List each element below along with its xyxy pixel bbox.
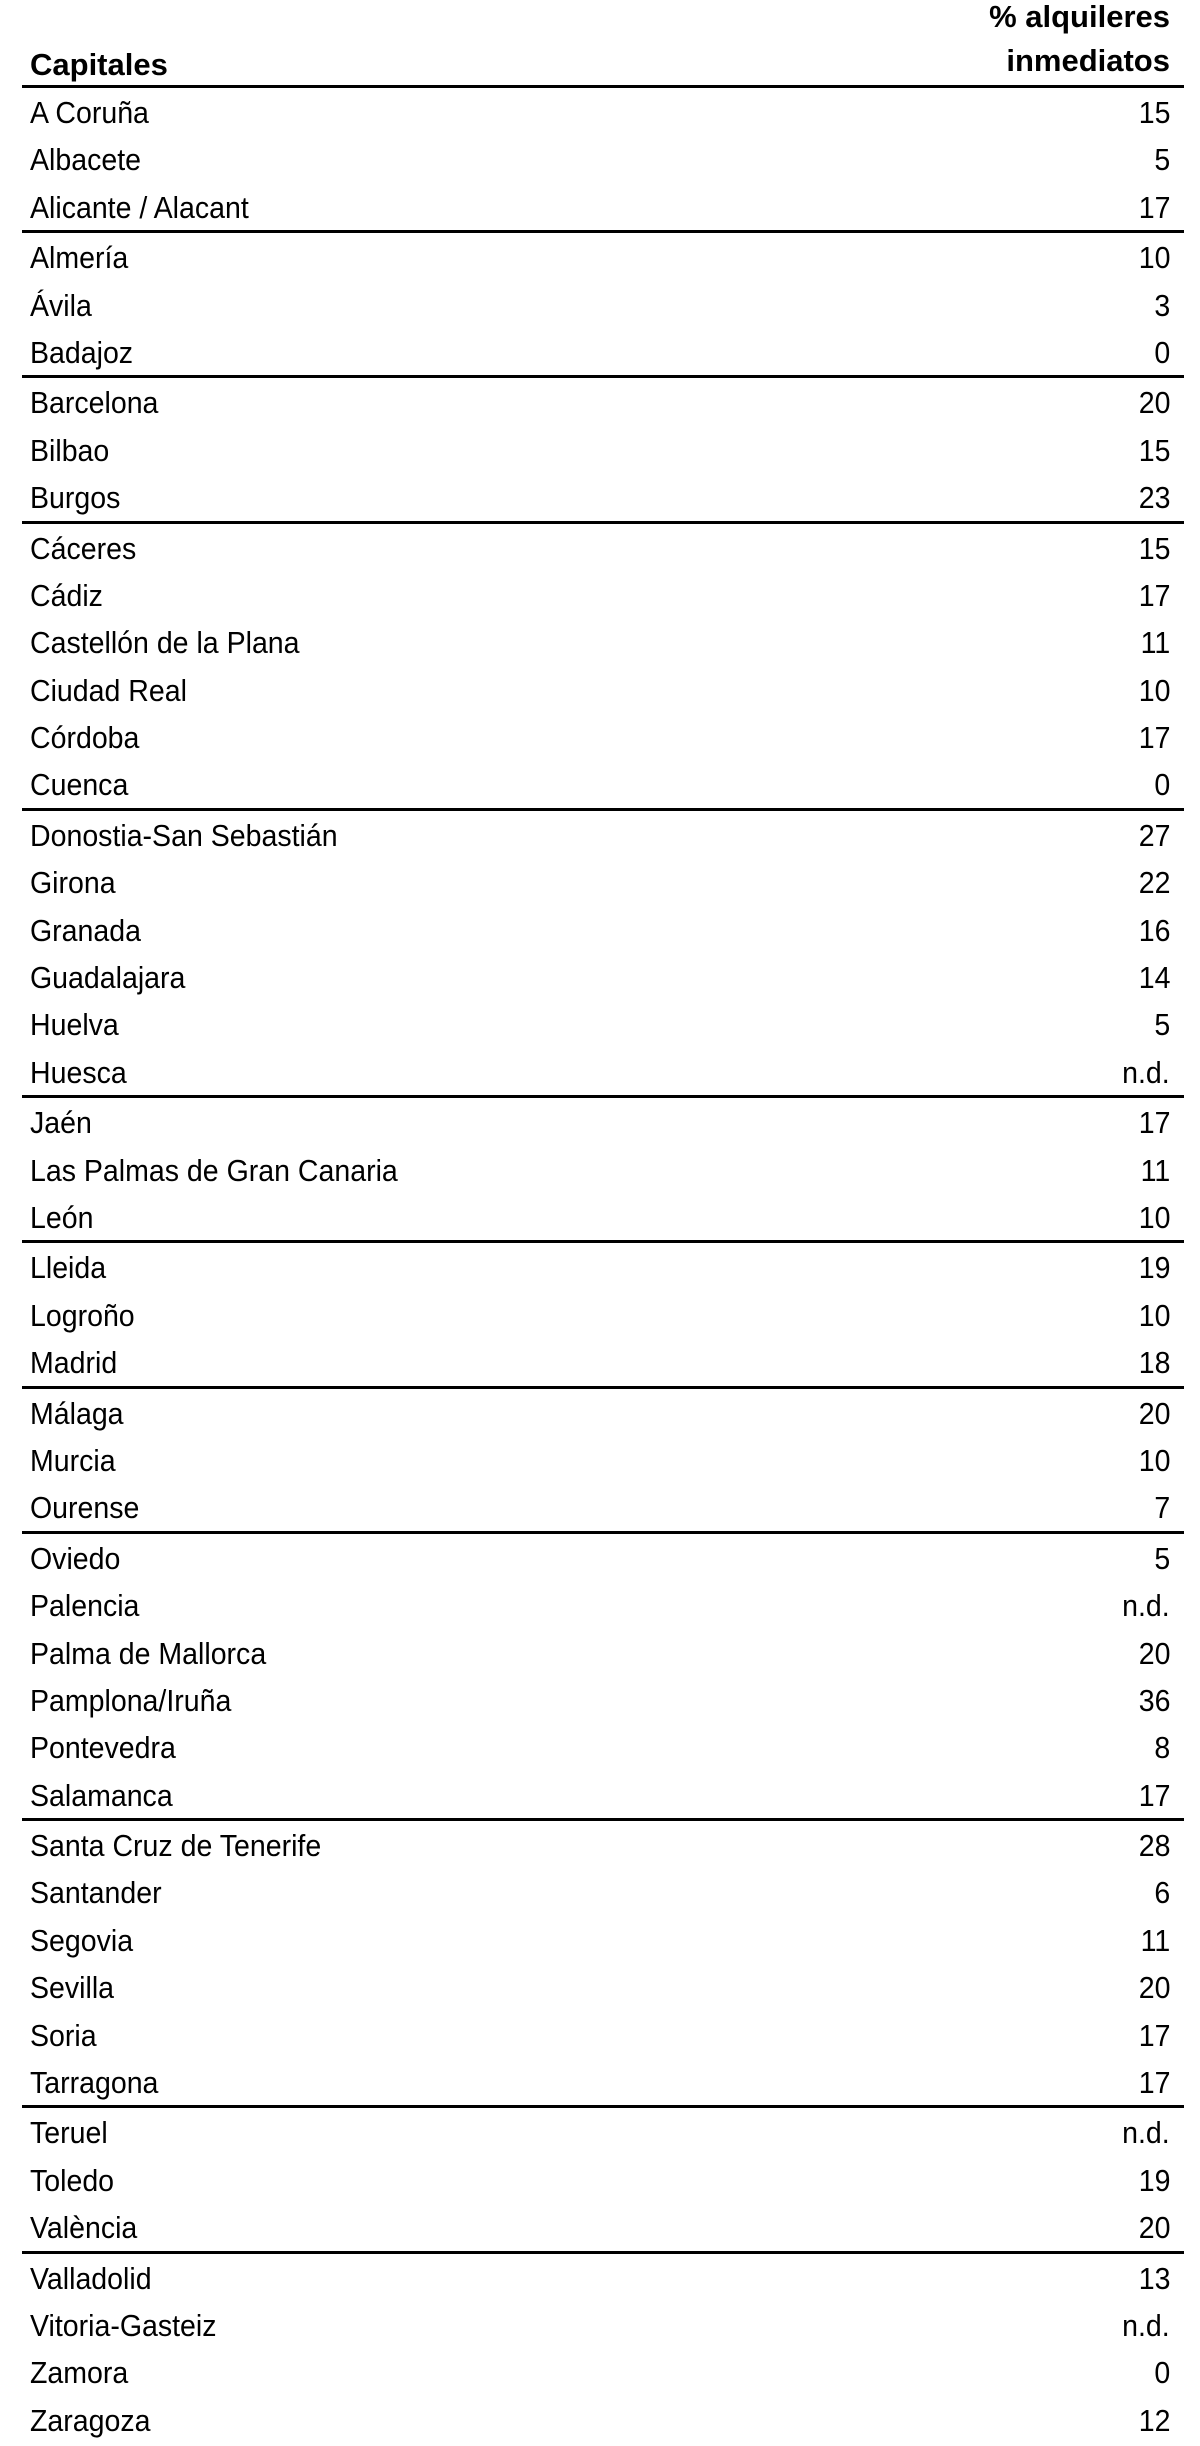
rental-percent: 17 [1138, 189, 1170, 225]
table-row [22, 906, 1184, 953]
city-name: Bilbao [30, 432, 110, 468]
city-name: Barcelona [30, 385, 159, 421]
rental-percent: 15 [1138, 95, 1170, 130]
rental-percent: 17 [1138, 2017, 1170, 2053]
city-name: Donostia-San Sebastián [30, 817, 338, 853]
row-group [22, 2254, 1184, 2444]
city-name: Las Palmas de Gran Canaria [30, 1152, 398, 1188]
table-row [22, 2203, 1184, 2250]
table-row [22, 713, 1184, 760]
rental-percent: n.d. [1122, 1588, 1170, 1624]
table-row [22, 426, 1184, 473]
city-name: Oviedo [30, 1540, 121, 1576]
city-name: València [30, 2210, 138, 2246]
rental-percent: 13 [1138, 2260, 1170, 2296]
rental-percent: 11 [1140, 625, 1170, 661]
table-row [22, 1098, 1184, 1145]
table-row [22, 1483, 1184, 1530]
row-group [22, 1243, 1184, 1388]
city-name: Ávila [30, 287, 92, 323]
city-name: Vitoria-Gasteiz [30, 2307, 217, 2343]
row-group [22, 1534, 1184, 1821]
rental-percent: 10 [1138, 240, 1170, 276]
city-name: Toledo [30, 2162, 115, 2198]
row-group [22, 1821, 1184, 2108]
rental-percent: 15 [1138, 432, 1170, 468]
table-row [22, 666, 1184, 713]
rental-percent: 20 [1138, 385, 1170, 421]
table-row [22, 328, 1184, 375]
city-name: Palma de Mallorca [30, 1635, 267, 1671]
city-name: Sevilla [30, 1970, 115, 2006]
table-row [22, 1146, 1184, 1193]
table-row [22, 953, 1184, 1000]
table-row [22, 1436, 1184, 1483]
table-row [22, 2156, 1184, 2203]
rental-percent: 14 [1138, 960, 1170, 996]
rental-percent: 0 [1154, 767, 1170, 803]
city-name: Madrid [30, 1345, 118, 1381]
table-row [22, 378, 1184, 425]
city-name: Segovia [30, 1922, 134, 1958]
city-name: Albacete [30, 142, 141, 178]
city-name: Ciudad Real [30, 672, 187, 708]
table-row [22, 858, 1184, 905]
rental-percent: 10 [1138, 1297, 1170, 1333]
table-row [22, 1771, 1184, 1818]
table-row [22, 524, 1184, 571]
rental-percent: 17 [1138, 1105, 1170, 1141]
city-name: Cáceres [30, 530, 137, 566]
rental-percent: n.d. [1122, 2115, 1170, 2151]
rental-percent: n.d. [1122, 1054, 1170, 1090]
rental-percent: 20 [1138, 1635, 1170, 1671]
rental-percent: 0 [1154, 334, 1170, 370]
row-group [22, 2108, 1184, 2253]
rental-percent: 17 [1138, 720, 1170, 756]
city-name: Salamanca [30, 1777, 173, 1813]
rental-percent: 3 [1154, 287, 1170, 323]
city-name: Santa Cruz de Tenerife [30, 1828, 322, 1864]
city-name: Córdoba [30, 720, 140, 756]
city-name: Palencia [30, 1588, 140, 1624]
table-row [22, 760, 1184, 807]
rental-percent: 36 [1138, 1682, 1170, 1718]
city-name: Santander [30, 1875, 162, 1911]
rental-percent: 17 [1138, 1777, 1170, 1813]
table-row [22, 135, 1184, 182]
rental-percent: 11 [1140, 1152, 1170, 1188]
city-name: Almería [30, 240, 129, 276]
city-name: Jaén [30, 1105, 92, 1141]
rental-percent: 23 [1138, 480, 1170, 516]
table-row [22, 1868, 1184, 1915]
rental-percent: 6 [1154, 1875, 1170, 1911]
table-row [22, 618, 1184, 665]
rental-percent: 15 [1138, 530, 1170, 566]
city-name: Tarragona [30, 2065, 159, 2101]
header-percent [989, 0, 1170, 83]
table-row [22, 1723, 1184, 1770]
table-row [22, 1916, 1184, 1963]
table-row [22, 1193, 1184, 1240]
rental-percent: 10 [1138, 672, 1170, 708]
rental-table [22, 0, 1184, 2443]
city-name: Guadalajara [30, 960, 186, 996]
city-name: Valladolid [30, 2260, 152, 2296]
city-name: Cuenca [30, 767, 129, 803]
table-row [22, 233, 1184, 280]
table-row [22, 2058, 1184, 2105]
city-name: Girona [30, 865, 116, 901]
header-percent-line1: % alquileres [989, 0, 1170, 34]
city-name: Logroño [30, 1297, 135, 1333]
city-name: Burgos [30, 480, 121, 516]
table-row [22, 1676, 1184, 1723]
city-name: Zamora [30, 2355, 129, 2391]
rental-percent: 10 [1138, 1199, 1170, 1235]
table-row [22, 1963, 1184, 2010]
table-row [22, 1629, 1184, 1676]
rental-percent: 19 [1138, 1250, 1170, 1286]
city-name: Murcia [30, 1442, 116, 1478]
rental-percent: 5 [1154, 1007, 1170, 1043]
table-row [22, 1581, 1184, 1628]
row-group [22, 378, 1184, 523]
table-row [22, 1243, 1184, 1290]
header-capitales: Capitales [30, 47, 168, 82]
table-row [22, 2301, 1184, 2348]
rental-percent: 17 [1138, 2065, 1170, 2101]
table-header [22, 0, 1184, 88]
city-name: Zaragoza [30, 2402, 151, 2438]
rental-percent: 10 [1138, 1442, 1170, 1478]
table-row [22, 1389, 1184, 1436]
rental-percent: 17 [1138, 577, 1170, 613]
city-name: Teruel [30, 2115, 108, 2151]
table-row [22, 1291, 1184, 1338]
city-name: Pamplona/Iruña [30, 1682, 232, 1718]
city-name: León [30, 1199, 94, 1235]
city-name: Pontevedra [30, 1730, 176, 1766]
city-name: Huelva [30, 1007, 119, 1043]
city-name: Lleida [30, 1250, 107, 1286]
table-row [22, 571, 1184, 618]
rental-percent: 0 [1154, 2355, 1170, 2391]
table-row [22, 2396, 1184, 2443]
rental-percent: 20 [1138, 1970, 1170, 2006]
city-name: Málaga [30, 1395, 124, 1431]
rental-percent: 20 [1138, 1395, 1170, 1431]
rental-percent: 8 [1154, 1730, 1170, 1766]
city-name: Castellón de la Plana [30, 625, 300, 661]
row-group [22, 811, 1184, 1098]
rental-percent: 12 [1138, 2402, 1170, 2438]
table-row [22, 473, 1184, 520]
city-name: Cádiz [30, 577, 103, 613]
table-row [22, 1338, 1184, 1385]
rental-percent: 19 [1138, 2162, 1170, 2198]
rental-percent: n.d. [1122, 2307, 1170, 2343]
table-row [22, 2254, 1184, 2301]
row-group [22, 233, 1184, 378]
rental-percent: 22 [1138, 865, 1170, 901]
city-name: Huesca [30, 1054, 127, 1090]
table-row [22, 1821, 1184, 1868]
row-group [22, 524, 1184, 811]
table-row [22, 281, 1184, 328]
table-row [22, 2011, 1184, 2058]
header-percent-line2: inmediatos [1006, 43, 1170, 78]
table-row [22, 183, 1184, 230]
table-row [22, 1048, 1184, 1095]
table-row [22, 1000, 1184, 1047]
row-group [22, 1098, 1184, 1243]
row-group [22, 1389, 1184, 1534]
row-group [22, 88, 1184, 233]
city-name: Granada [30, 912, 141, 948]
rental-percent: 11 [1140, 1922, 1170, 1958]
city-name: Ourense [30, 1490, 140, 1526]
table-row [22, 2108, 1184, 2155]
rental-percent: 5 [1154, 142, 1170, 178]
table-body [22, 88, 1184, 2443]
rental-percent: 20 [1138, 2210, 1170, 2246]
city-name: Badajoz [30, 334, 134, 370]
city-name: Soria [30, 2017, 97, 2053]
table-row [22, 88, 1184, 135]
rental-percent: 5 [1154, 1540, 1170, 1576]
table-row [22, 2348, 1184, 2395]
city-name: A Coruña [30, 95, 149, 130]
table-row [22, 811, 1184, 858]
rental-percent: 28 [1138, 1828, 1170, 1864]
city-name: Alicante / Alacant [30, 189, 249, 225]
table-row [22, 1534, 1184, 1581]
rental-percent: 27 [1138, 817, 1170, 853]
rental-percent: 16 [1138, 912, 1170, 948]
rental-percent: 18 [1138, 1345, 1170, 1381]
rental-percent: 7 [1154, 1490, 1170, 1526]
